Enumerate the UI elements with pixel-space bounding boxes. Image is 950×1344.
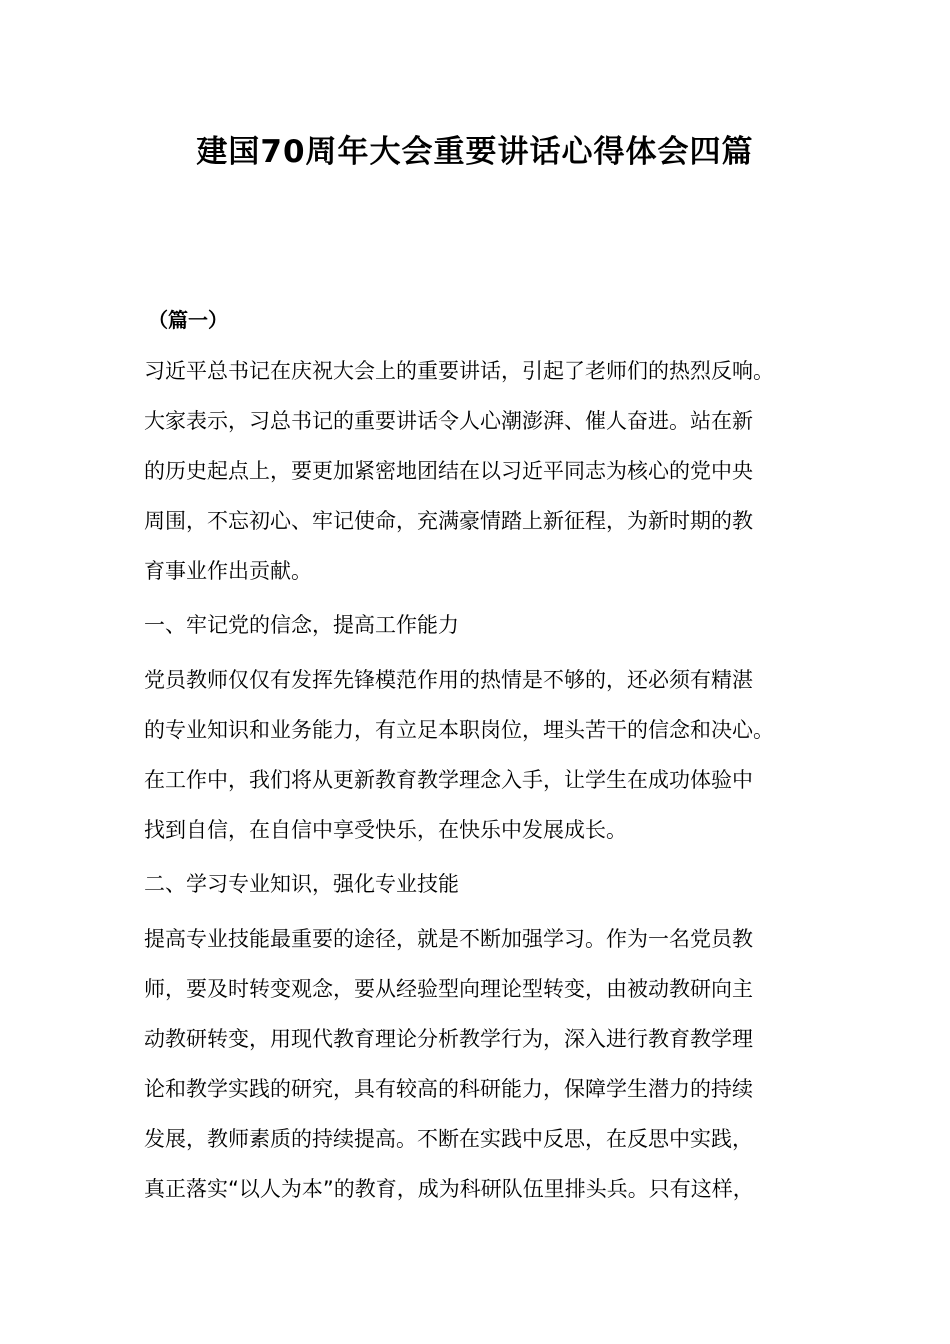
text-line: 党员教师仅仅有发挥先锋模范作用的热情是不够的，还必须有精湛 (144, 668, 753, 692)
text-line: 周围，不忘初心、牢记使命，充满豪情踏上新征程，为新时期的教 (144, 509, 753, 533)
text-line: 育事业作出贡献。 (144, 559, 312, 583)
text-line: 发展，教师素质的持续提高。不断在实践中反思，在反思中实践， (144, 1127, 753, 1151)
text-line: 大家表示，习总书记的重要讲话令人心潮澎湃、催人奋进。站在新 (144, 409, 753, 433)
text-line: 动教研转变，用现代教育理论分析教学行为，深入进行教育教学理 (144, 1027, 753, 1051)
text-line: 习近平总书记在庆祝大会上的重要讲话，引起了老师们的热烈反响。 (144, 359, 774, 383)
text-line: 提高专业技能最重要的途径，就是不断加强学习。作为一名党员教 (144, 927, 753, 951)
text-line: 找到自信，在自信中享受快乐，在快乐中发展成长。 (144, 818, 627, 842)
paragraph-one (144, 655, 812, 855)
paragraph-two (144, 914, 812, 1214)
text-line: 在工作中，我们将从更新教育教学理念入手，让学生在成功体验中 (144, 768, 753, 792)
heading-two: 二、学习专业知识，强化专业技能 (144, 872, 459, 896)
text-line: 论和教学实践的研究，具有较高的科研能力，保障学生潜力的持续 (144, 1077, 753, 1101)
heading-one: 一、牢记党的信念，提高工作能力 (144, 613, 459, 637)
section-label: （篇一） (148, 308, 228, 332)
document-title: 建国70周年大会重要讲话心得体会四篇 (196, 134, 754, 170)
text-line: 的专业知识和业务能力，有立足本职岗位，埋头苦干的信念和决心。 (144, 718, 774, 742)
text-line: 真正落实“以人为本”的教育，成为科研队伍里排头兵。只有这样， (144, 1177, 754, 1201)
text-line: 师，要及时转变观念，要从经验型向理论型转变，由被动教研向主 (144, 977, 753, 1001)
document-body (144, 296, 812, 1214)
paragraph-intro (144, 346, 812, 596)
text-line: 的历史起点上，要更加紧密地团结在以习近平同志为核心的党中央 (144, 459, 753, 483)
